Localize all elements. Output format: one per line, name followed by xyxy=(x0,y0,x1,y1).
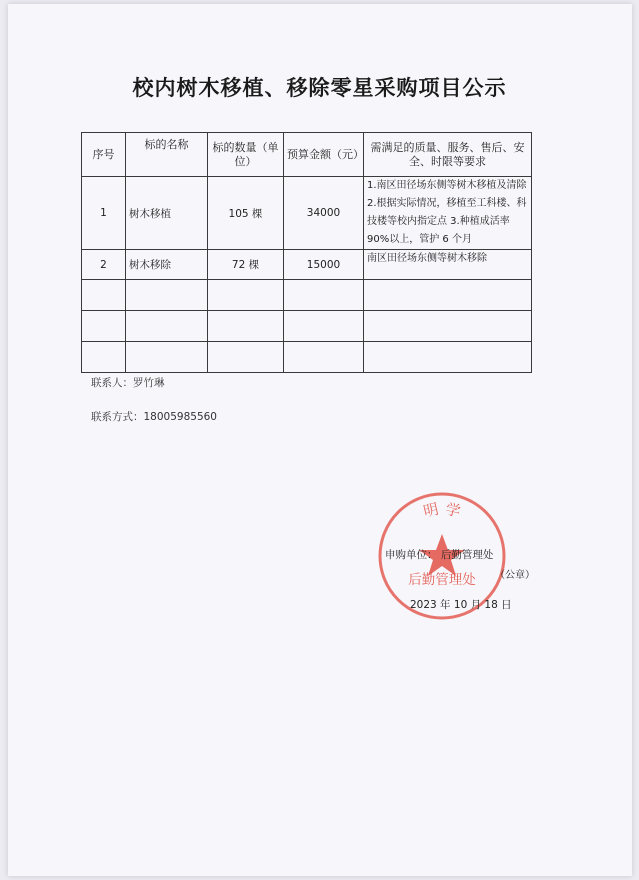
row-qty xyxy=(208,280,284,311)
row-budget xyxy=(284,311,364,342)
row-no xyxy=(82,342,126,373)
row-no xyxy=(82,311,126,342)
row-qty: 72 棵 xyxy=(208,250,284,280)
table-row xyxy=(82,311,532,342)
row-budget: 34000 xyxy=(284,177,364,250)
row-requirements xyxy=(364,342,532,373)
table-row xyxy=(82,250,532,280)
issue-date: 2023 年 10 月 18 日 xyxy=(410,599,512,611)
header-requirements: 需满足的质量、服务、售后、安全、时限等要求 xyxy=(364,133,532,177)
seal-note: （公章） xyxy=(495,570,535,581)
seal-bottom-text: 后勤管理处 xyxy=(408,572,476,588)
row-name xyxy=(126,280,208,311)
row-requirements: 1.南区田径场东侧等树木移植及清除 2.根据实际情况，移植至工科楼、科技楼等校内指定点 3.种植成活率 90%以上，管护 6 个月 xyxy=(364,177,532,250)
row-requirements xyxy=(364,280,532,311)
table-row xyxy=(82,280,532,311)
seal-top-text: 明 学 xyxy=(421,499,463,521)
row-budget xyxy=(284,342,364,373)
table-row xyxy=(82,342,532,373)
table-row xyxy=(82,177,532,250)
row-name: 树木移除 xyxy=(126,250,208,280)
row-name xyxy=(126,311,208,342)
procurement-table xyxy=(81,132,532,373)
contact-phone: 联系方式：18005985560 xyxy=(91,411,217,423)
header-qty: 标的数量（单位） xyxy=(208,133,284,177)
row-budget: 15000 xyxy=(284,250,364,280)
row-requirements xyxy=(364,311,532,342)
table-header-row xyxy=(82,133,532,177)
contact-person: 联系人：罗竹琳 xyxy=(91,377,165,389)
header-no: 序号 xyxy=(82,133,126,177)
row-no: 2 xyxy=(82,250,126,280)
row-name: 树木移植 xyxy=(126,177,208,250)
row-name xyxy=(126,342,208,373)
header-budget: 预算金额（元） xyxy=(284,133,364,177)
applicant-unit: 申购单位： 后勤管理处 xyxy=(385,549,494,561)
row-qty xyxy=(208,311,284,342)
svg-text:明 学 xyxy=(422,500,463,521)
row-no: 1 xyxy=(82,177,126,250)
header-name: 标的名称 xyxy=(126,133,208,177)
row-no xyxy=(82,280,126,311)
page-title: 校内树木移植、移除零星采购项目公示 xyxy=(132,76,507,100)
row-qty: 105 棵 xyxy=(208,177,284,250)
row-qty xyxy=(208,342,284,373)
row-requirements: 南区田径场东侧等树木移除 xyxy=(364,250,532,280)
row-budget xyxy=(284,280,364,311)
